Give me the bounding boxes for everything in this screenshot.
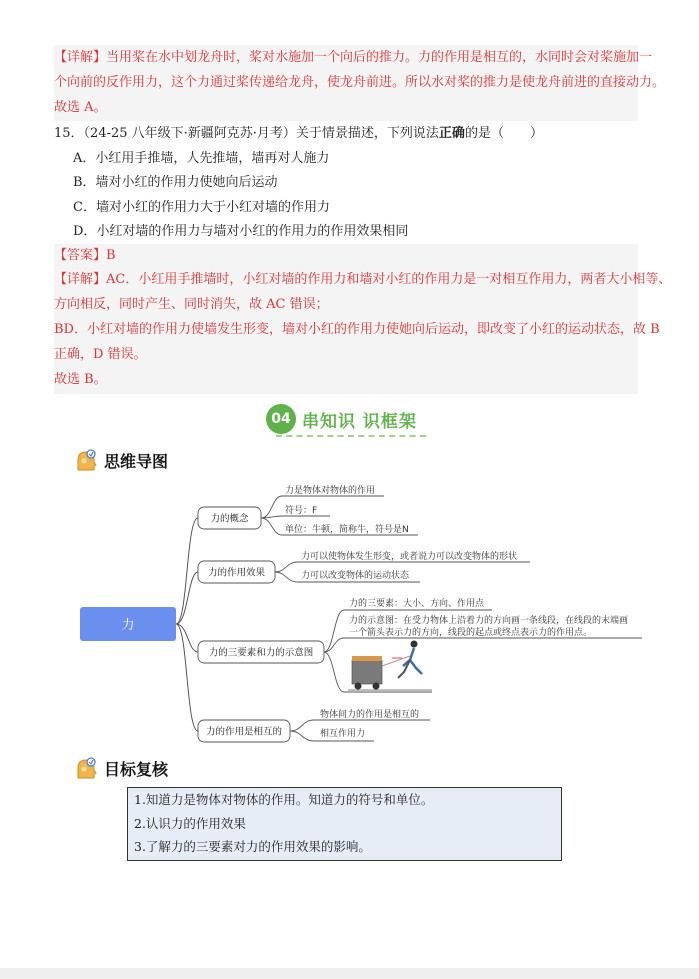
branch-three-elements-label: 力的三要素和力的示意图 bbox=[208, 647, 314, 659]
leaf-concept: 力是物体对物体的作用 bbox=[285, 486, 376, 496]
goal-heading-text: 目标复核 bbox=[104, 760, 169, 779]
explanation-line: 故选 A。 bbox=[54, 100, 107, 115]
mind-map-heading-text: 思维导图 bbox=[104, 452, 169, 471]
answer-explanation-line: 故选 B。 bbox=[54, 372, 107, 387]
leaf-mutual: 相互作用力 bbox=[320, 729, 366, 739]
leaf-three-elements: 力的三要素：大小、方向、作用点 bbox=[349, 599, 485, 609]
explanation-line: 个向前的反作用力，这个力通过桨传递给龙舟，使龙舟前进。所以水对桨的推力是使龙舟前进的直接动力。 bbox=[54, 75, 666, 90]
head-lightbulb-icon bbox=[74, 756, 100, 782]
answer-explanation-line: BD．小红对墙的作用力使墙发生形变，墙对小红的作用力使她向后运动，即改变了小红的运动状态，故 B bbox=[54, 322, 660, 337]
pulling-cart-illustration bbox=[348, 641, 432, 691]
goal-heading bbox=[74, 756, 224, 782]
leaf-three-elements: 一个箭头表示力的方向，线段的起点或终点表示力的作用点。 bbox=[349, 628, 593, 638]
question-stem-emphasis: 正确 bbox=[438, 126, 465, 141]
branch-concept-label: 力的概念 bbox=[210, 513, 249, 525]
answer-shade bbox=[54, 244, 638, 394]
question-stem bbox=[54, 124, 543, 144]
banner-underline bbox=[276, 435, 426, 437]
question-stem-prefix: 15．（24-25 八年级下·新疆阿克苏·月考）关于情景描述，下列说法 bbox=[54, 126, 439, 141]
goal-box bbox=[127, 787, 562, 861]
page-footer-bar bbox=[0, 968, 699, 979]
leaf-effect: 力可以改变物体的运动状态 bbox=[301, 571, 410, 581]
goal-item: 1.知道力是物体对物体的作用。知道力的符号和单位。 bbox=[134, 792, 434, 807]
option-d: D．小红对墙的作用力与墙对小红的作用力的作用效果相同 bbox=[73, 224, 409, 239]
answer-label: 【答案】B bbox=[54, 248, 116, 263]
goal-item: 3.了解力的三要素对力的作用效果的影响。 bbox=[134, 839, 371, 854]
leaf-mutual: 物体间力的作用是相互的 bbox=[320, 710, 420, 720]
leaf-three-elements: 力的示意图：在受力物体上沿着力的方向画一条线段，在线段的末端画 bbox=[349, 616, 629, 626]
branch-mutual-label: 力的作用是相互的 bbox=[205, 726, 283, 738]
answer-explanation-line: 【详解】AC．小红用手推墙时，小红对墙的作用力和墙对小红的作用力是一对相互作用力，两者大小相等、 bbox=[54, 272, 672, 287]
answer-explanation-line: 正确，D 错误。 bbox=[54, 347, 147, 362]
banner-number: 04 bbox=[266, 404, 296, 434]
mind-map-root-label: 力 bbox=[121, 618, 135, 633]
leaf-concept: 符号：F bbox=[285, 506, 318, 516]
banner-title: 串知识 识框架 bbox=[302, 412, 417, 432]
answer-explanation-line: 方向相反，同时产生、同时消失，故 AC 错误； bbox=[54, 297, 329, 312]
leaf-effect: 力可以使物体发生形变，或者说力可以改变物体的形状 bbox=[301, 552, 518, 562]
question-stem-suffix: 的是（ ） bbox=[464, 126, 543, 141]
goal-item: 2.认识力的作用效果 bbox=[134, 816, 246, 831]
mind-map bbox=[0, 470, 699, 770]
explanation-line: 【详解】当用桨在水中划龙舟时，桨对水施加一个向后的推力。力的作用是相互的，水同时会对桨施加一 bbox=[54, 50, 653, 65]
option-c: C．墙对小红的作用力大于小红对墙的作用力 bbox=[73, 200, 330, 215]
leaf-concept: 单位：牛顿，简称牛，符号是N bbox=[285, 525, 409, 535]
option-b: B．墙对小红的作用力使她向后运动 bbox=[73, 175, 278, 190]
branch-effect-label: 力的作用效果 bbox=[207, 567, 266, 579]
option-a: A．小红用手推墙，人先推墙，墙再对人施力 bbox=[73, 151, 330, 166]
section-banner bbox=[266, 402, 426, 436]
